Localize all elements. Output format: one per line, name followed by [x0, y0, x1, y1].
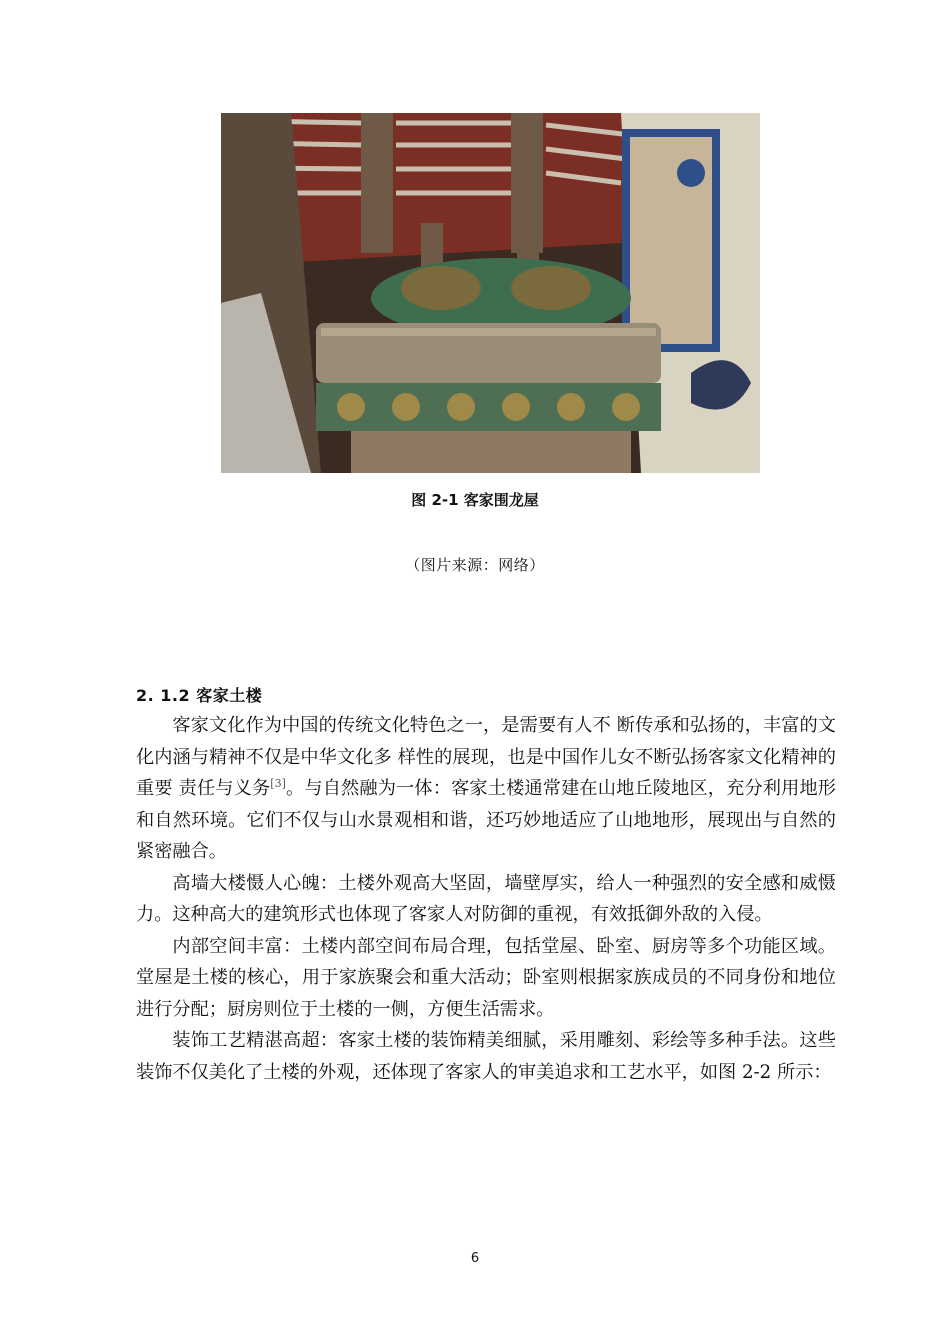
hakka-roof-illustration: [221, 113, 760, 473]
paragraph-3: 内部空间丰富：土楼内部空间布局合理，包括堂屋、卧室、厨房等多个功能区域。堂屋是土楼的核心，用于家族聚会和重大活动；卧室则根据家族成员的不同身份和地位进行分配；厨房则位于土楼的一侧，方便生活需求。: [136, 935, 836, 1020]
paragraph-1: [136, 710, 836, 868]
paragraph-4: 装饰工艺精湛高超：客家土楼的装饰精美细腻，采用雕刻、彩绘等多种手法。这些装饰不仅美化了土楼的外观，还体现了客家人的审美追求和工艺水平，如图 2-2 所示：: [136, 1030, 836, 1083]
page-number: 6: [470, 1251, 480, 1266]
blue-ornament: [677, 159, 705, 187]
section-heading: 2. 1.2 客家土楼: [136, 686, 263, 705]
figure-source: （图片来源：网络）: [405, 556, 545, 574]
lower-lintel: [351, 431, 631, 473]
body-text: [136, 710, 836, 1088]
paragraph-1-continuation: 。与自然融为一体：客家土楼通常建在山地丘陵地区，充分利用地形和自然环境。它们不仅与山水景观相和谐，还巧妙地适应了山地地形，展现出与自然的紧密融合。: [136, 778, 836, 862]
figure-hakka-roof-photo: [221, 113, 760, 473]
carved-frieze: [316, 383, 661, 431]
paragraph-1-text: 客家文化作为中国的传统文化特色之一，是需要有人不 断传承和弘扬的，丰富的文化内涵与精神不仅是中华文化多 样性的展现，也是中国作儿女不断弘扬客家文化精神的重要 责任与义务: [136, 715, 836, 799]
citation-ref[interactable]: [3]: [270, 777, 286, 790]
figure-caption: 图 2-1 客家围龙屋: [411, 491, 539, 509]
paragraph-2: 高墙大楼慑人心魄：土楼外观高大坚固，墙壁厚实，给人一种强烈的安全感和威慑力。这种高大的建筑形式也体现了客家人对防御的重视，有效抵御外敌的入侵。: [136, 872, 836, 925]
